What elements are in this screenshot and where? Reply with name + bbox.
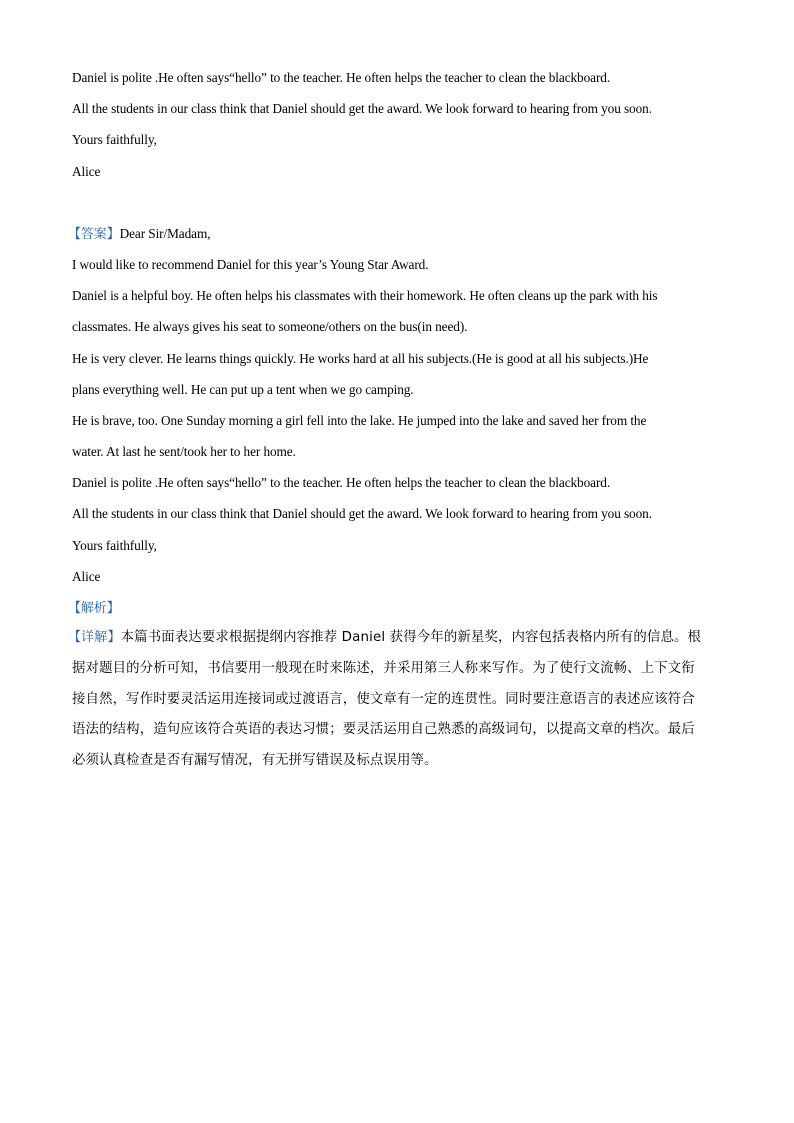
- answer-line: Daniel is a helpful boy. He often helps his classmates with their homework. He often cleans up the park with his: [72, 288, 658, 304]
- answer-line: Daniel is polite .He often says“hello” to the teacher. He often helps the teacher to clean the blackboard.: [72, 475, 611, 491]
- answer-line: water. At last he sent/took her to her home.: [72, 444, 296, 460]
- detail-line: 必须认真检查是否有漏写情况，有无拼写错误及标点误用等。: [72, 752, 438, 768]
- detail-line: [68, 623, 722, 654]
- detail-section: [68, 623, 722, 776]
- answer-line: plans everything well. He can put up a tent when we go camping.: [72, 381, 414, 397]
- answer-tag: 【答案】: [68, 226, 120, 242]
- answer-section: [68, 218, 722, 592]
- detail-tag: 【详解】: [68, 630, 121, 646]
- analysis-heading-line: [68, 592, 722, 623]
- answer-heading-line: [68, 218, 722, 249]
- section-gap: [72, 187, 722, 218]
- answer-line: He is very clever. He learns things quickly. He works hard at all his subjects.(He is good at all his subjects.)He: [72, 350, 649, 366]
- letter-line: All the students in our class think that Daniel should get the award. We look forward to hearing from you soon.: [72, 101, 652, 117]
- answer-line: All the students in our class think that Daniel should get the award. We look forward to hearing from you soon.: [72, 506, 652, 522]
- letter-line: Alice: [72, 163, 101, 179]
- analysis-section: [68, 592, 722, 623]
- letter-line: Daniel is polite .He often says“hello” to the teacher. He often helps the teacher to clean the blackboard.: [72, 70, 611, 85]
- detail-line: 接自然，写作时要灵活运用连接词或过渡语言，使文章有一定的连贯性。同时要注意语言的表述应该符合: [72, 691, 695, 707]
- detail-line: 语法的结构，造句应该符合英语的表达习惯；要灵活运用自己熟悉的高级词句，以提高文章的档次。最后: [72, 722, 695, 738]
- top-letter: [72, 62, 722, 187]
- answer-line: Alice: [72, 568, 101, 584]
- analysis-tag: 【解析】: [68, 601, 120, 616]
- letter-line: Yours faithfully,: [72, 132, 157, 148]
- answer-greeting: Dear Sir/Madam,: [119, 225, 211, 241]
- document-page: [68, 62, 722, 777]
- answer-line: He is brave, too. One Sunday morning a girl fell into the lake. He jumped into the lake and saved her from the: [72, 412, 647, 428]
- answer-line: I would like to recommend Daniel for this year’s Young Star Award.: [72, 256, 429, 272]
- answer-line: classmates. He always gives his seat to someone/others on the bus(in need).: [72, 319, 468, 335]
- answer-line: Yours faithfully,: [72, 537, 157, 553]
- detail-text: 本篇书面表达要求根据提纲内容推荐 Daniel 获得今年的新星奖，内容包括表格内所有的信息。根: [120, 630, 702, 646]
- detail-line: 据对题目的分析可知，书信要用一般现在时来陈述，并采用第三人称来写作。为了使行文流畅、上下文衔: [72, 660, 695, 676]
